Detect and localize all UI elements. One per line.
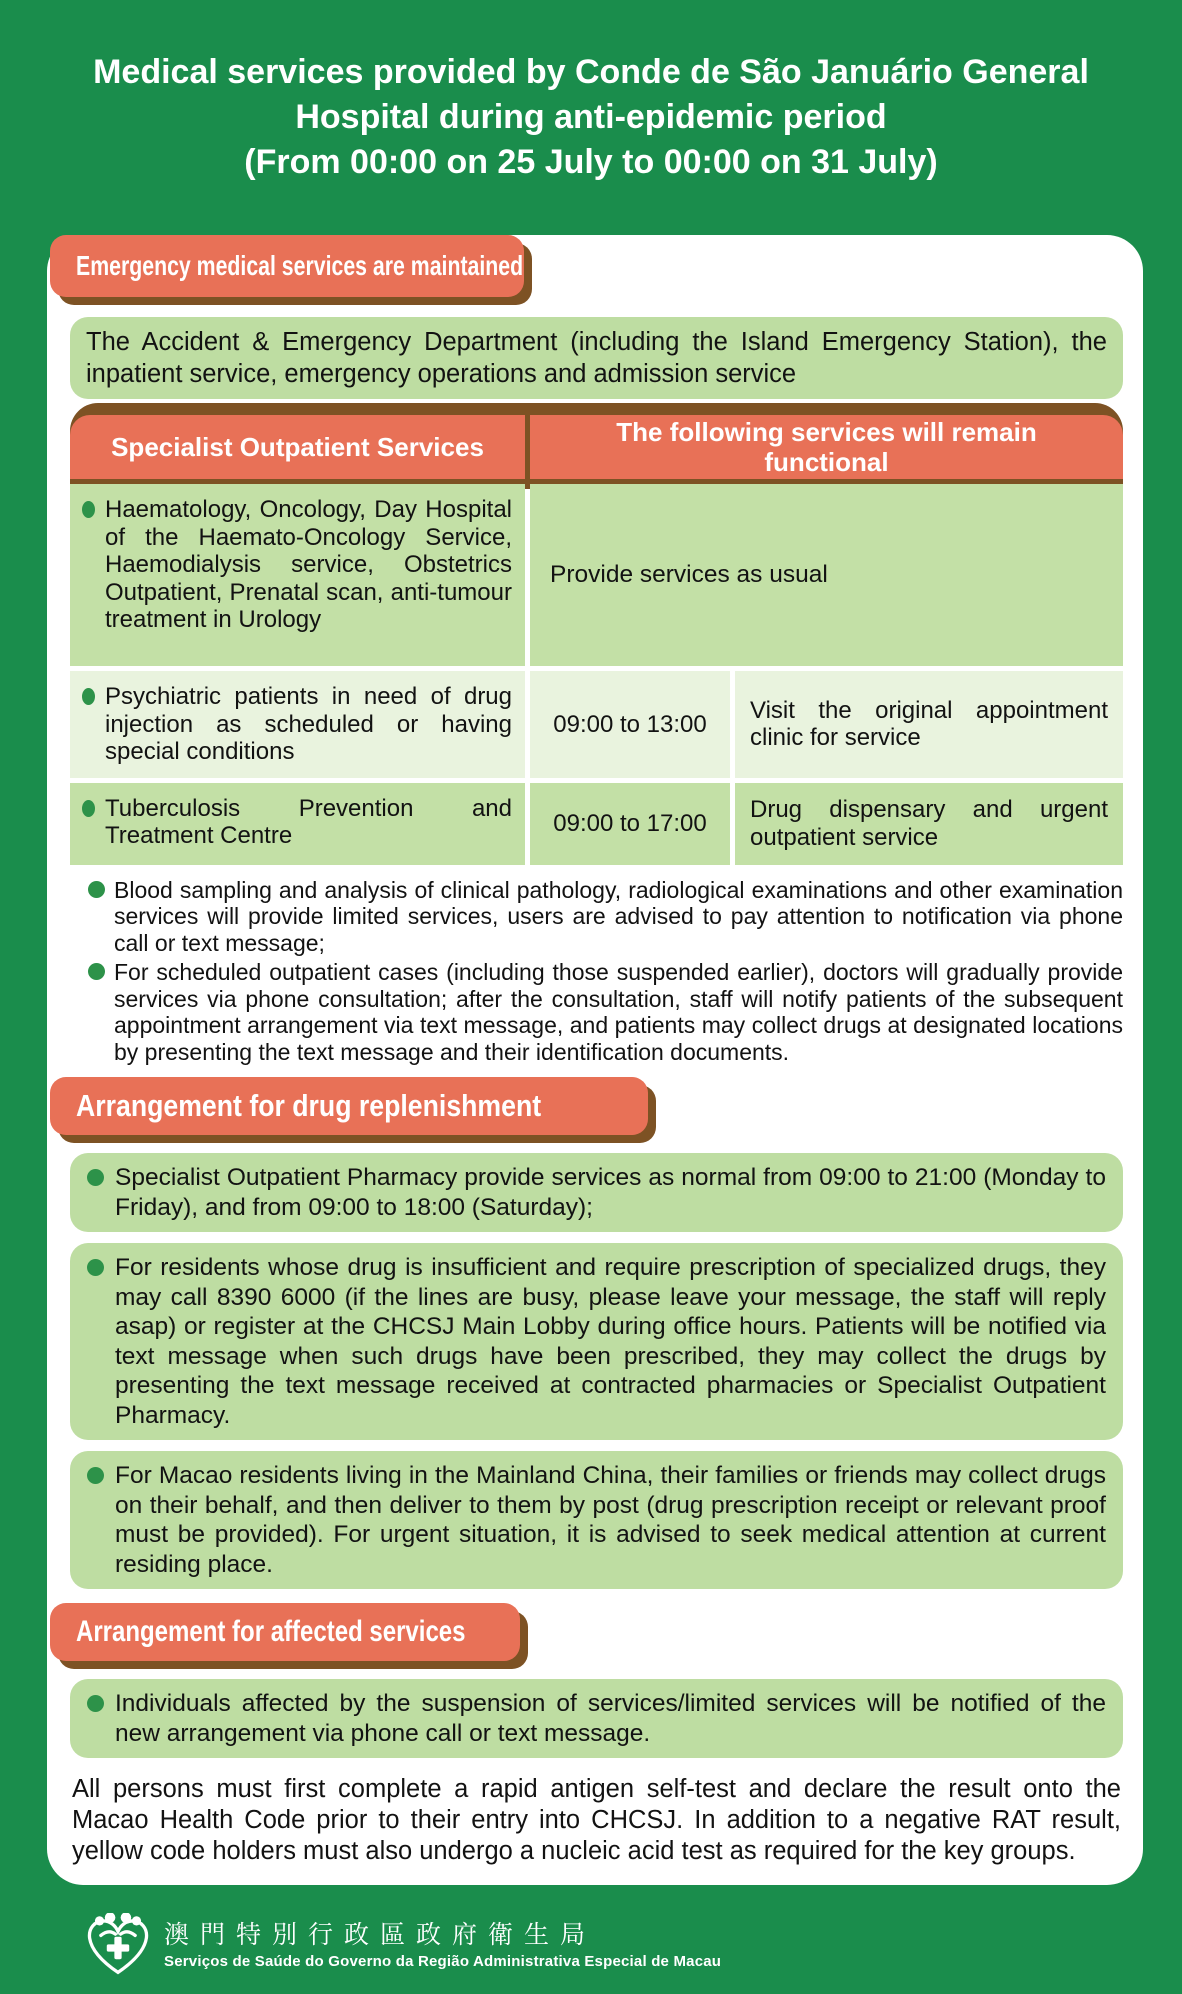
org-name-portuguese: Serviços de Saúde do Governo da Região Administrativa Especial de Macau	[164, 1953, 722, 1970]
emergency-notes	[70, 877, 1123, 1066]
drug-replenishment-banner-label: Arrangement for drug replenishment	[76, 1088, 542, 1123]
drug-item-text: For Macao residents living in the Mainland China, their families or friends may collect drugs on their behalf, and then deliver to them by post (drug prescription receipt or relevant proof must be provided). For urgent situation, it is advised to seek medical attention at current residing place.	[115, 1462, 1106, 1578]
health-bureau-heart-logo-icon	[85, 1913, 151, 1979]
drug-item-box	[70, 1451, 1123, 1589]
title-line-1: Medical services provided by Conde de São Januário General	[93, 53, 1089, 91]
table-row-detail-cell	[530, 484, 1123, 666]
drug-replenishment-banner	[50, 1077, 648, 1135]
content-panel	[47, 235, 1143, 1885]
title-line-2: Hospital during anti-epidemic period	[295, 98, 887, 136]
drug-item-box	[70, 1243, 1123, 1440]
table-row-time-cell: 09:00 to 17:00	[530, 783, 730, 865]
emergency-services-banner	[50, 235, 524, 297]
footer-text	[164, 1922, 721, 1970]
bullet-icon	[88, 881, 105, 898]
affected-item-box	[70, 1679, 1123, 1758]
detail-text: Drug dispensary and urgent outpatient service	[750, 796, 1108, 851]
title-line-3: (From 00:00 on 25 July to 00:00 on 31 July)	[244, 143, 938, 181]
footer	[0, 1898, 1182, 1994]
emergency-services-banner-label: Emergency medical services are maintained	[76, 250, 524, 281]
bullet-icon	[87, 1695, 104, 1712]
column-header-functional: The following services will remain functional	[530, 415, 1123, 479]
detail-text: Visit the original appointment clinic for service	[750, 696, 1108, 752]
note-text: Blood sampling and analysis of clinical pathology, radiological examinations and other examination services will provide limited services, users are advised to pay attention to notification via phone call or text message;	[114, 876, 1123, 956]
table-grid	[70, 415, 1123, 865]
table-row-detail-cell	[735, 671, 1123, 778]
table-row-service-cell	[70, 484, 525, 666]
note-item	[88, 959, 1123, 1065]
bullet-icon	[82, 501, 95, 518]
emergency-intro-box: The Accident & Emergency Department (including the Island Emergency Station), the inpatient service, emergency operations and admission service	[70, 317, 1123, 399]
bullet-icon	[87, 1467, 104, 1484]
service-text: Tuberculosis Prevention and Treatment Centre	[105, 794, 512, 849]
table-row-detail-cell	[735, 783, 1123, 865]
table-row-service-cell	[70, 671, 525, 778]
outpatient-services-table	[70, 415, 1123, 865]
org-name-chinese: 澳門特別行政區政府衛生局	[164, 1921, 597, 1949]
entry-requirement-note: All persons must first complete a rapid antigen self-test and declare the result onto the Macao Health Code prior to their entry into CHCSJ. In addition to a negative RAT result, yellow code holders must also undergo a nucleic acid test as required for the key groups.	[72, 1775, 1121, 1865]
note-text: For scheduled outpatient cases (including those suspended earlier), doctors will gradually provide services via phone consultation; after the consultation, staff will notify patients of the subsequent appointment arrangement via text message, and patients may collect drugs at designated locations by presenting the text message and their identification documents.	[114, 959, 1123, 1065]
bullet-icon	[88, 963, 105, 980]
affected-item-text: Individuals affected by the suspension of services/limited services will be notified of the new arrangement via phone call or text message.	[115, 1690, 1106, 1747]
page-title	[0, 0, 1182, 185]
column-header-services: Specialist Outpatient Services	[70, 415, 525, 479]
bullet-icon	[82, 800, 95, 817]
bullet-icon	[87, 1259, 104, 1276]
table-row-time-cell: 09:00 to 13:00	[530, 671, 730, 778]
drug-item-box	[70, 1153, 1123, 1232]
bullet-icon	[82, 688, 95, 705]
service-text: Haematology, Oncology, Day Hospital of the Haemato-Oncology Service, Haemodialysis service, Obstetrics Outpatient, Prenatal scan, anti-tumour treatment in Urology	[105, 496, 512, 633]
drug-item-text: For residents whose drug is insufficient and require prescription of specialized drugs, they may call 8390 6000 (if the lines are busy, please leave your message, the staff will reply asap) or register at the CHCSJ Main Lobby during office hours. Patients will be notified via text message when such drugs have been prescribed, they may collect the drugs by presenting the text message received at contracted pharmacies or Specialist Outpatient Pharmacy.	[115, 1254, 1106, 1429]
note-item	[88, 877, 1123, 957]
table-row-service-cell	[70, 783, 525, 865]
affected-services-banner-label: Arrangement for affected services	[76, 1615, 466, 1648]
service-text: Psychiatric patients in need of drug injection as scheduled or having special conditions	[105, 683, 512, 765]
drug-item-text: Specialist Outpatient Pharmacy provide services as normal from 09:00 to 21:00 (Monday to Friday), and from 09:00 to 18:00 (Saturday);	[115, 1164, 1106, 1221]
detail-text: Provide services as usual	[550, 561, 828, 589]
affected-services-banner	[50, 1603, 520, 1661]
bullet-icon	[87, 1169, 104, 1186]
